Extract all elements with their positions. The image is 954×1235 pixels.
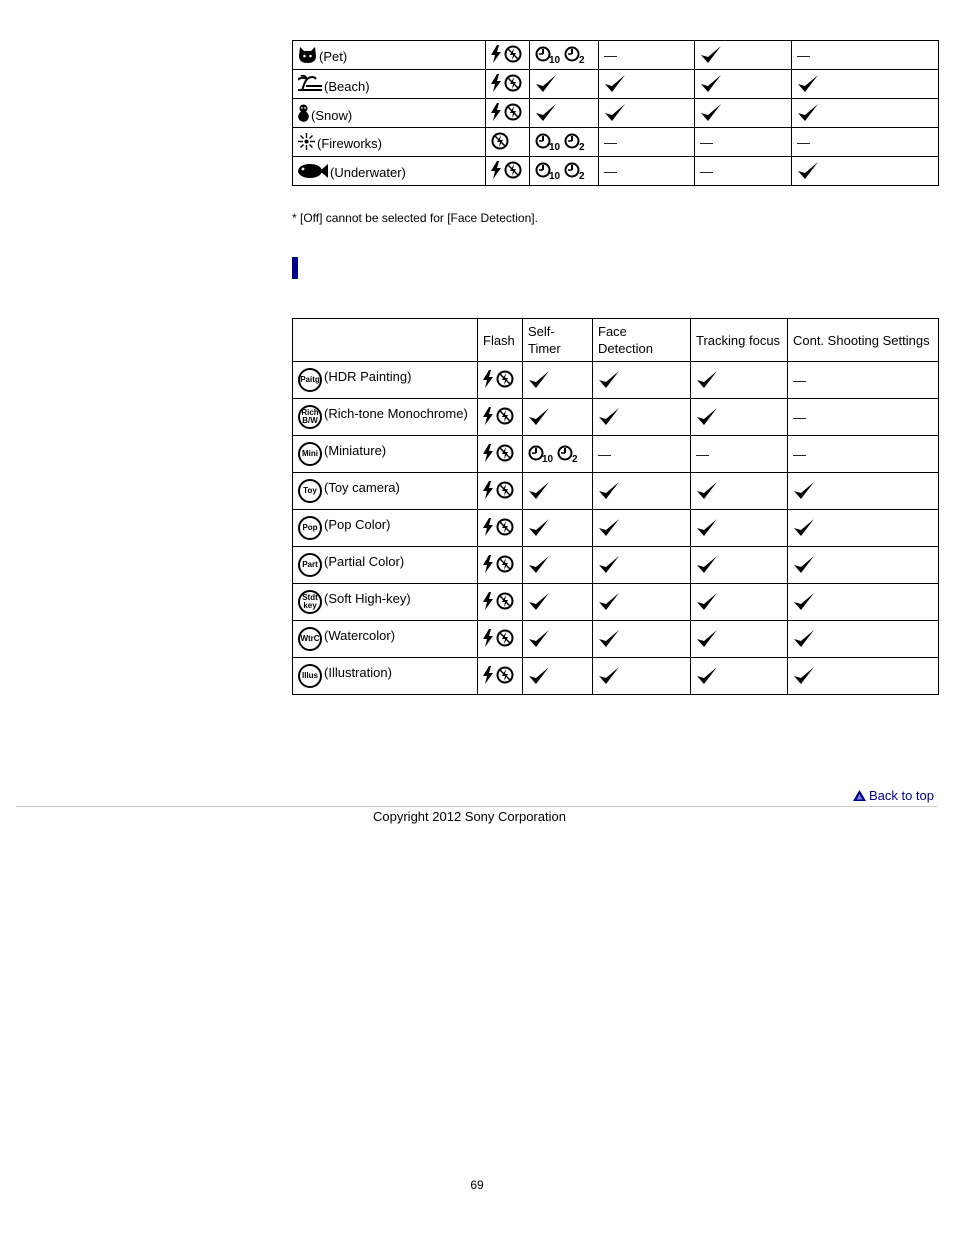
column-header: Tracking focus — [691, 319, 788, 362]
column-header: Self-Timer — [523, 319, 593, 362]
not-available-dash: — — [793, 372, 806, 388]
flash-options — [491, 132, 509, 150]
check-icon — [604, 74, 626, 94]
check-icon — [797, 103, 819, 123]
flash-off-icon — [504, 74, 522, 92]
not-available-dash: — — [696, 446, 709, 462]
flash-off-icon — [496, 629, 514, 647]
flash-cell — [478, 658, 523, 695]
svg-text:2: 2 — [572, 453, 578, 463]
beach-icon — [298, 75, 322, 93]
tracking-focus-cell — [691, 362, 788, 399]
not-available-dash: — — [604, 163, 617, 179]
tracking-focus-cell — [691, 547, 788, 584]
section-heading-marker — [292, 257, 298, 279]
cont-shooting-cell — [788, 658, 939, 695]
check-icon — [528, 592, 550, 612]
not-available-dash: — — [793, 409, 806, 425]
tracking-focus-cell — [695, 41, 792, 70]
flash-options — [483, 370, 514, 388]
check-icon — [598, 370, 620, 390]
cont-shooting-cell — [788, 621, 939, 658]
picture-effect-label: (Partial Color) — [324, 554, 405, 569]
self-timer-10-icon — [535, 44, 561, 64]
picture-effect-icon: Part — [298, 553, 322, 577]
scene-mode-label: (Beach) — [324, 78, 370, 94]
flash-options — [483, 407, 514, 425]
face-detection-cell — [593, 547, 691, 584]
flash-on-icon — [491, 161, 501, 179]
flash-on-icon — [483, 592, 493, 610]
tracking-focus-cell — [695, 99, 792, 128]
flash-off-icon — [496, 518, 514, 536]
footer-divider — [16, 806, 938, 807]
cont-shooting-cell — [792, 41, 939, 70]
check-icon — [696, 481, 718, 501]
cont-shooting-cell — [792, 157, 939, 186]
face-detection-cell — [599, 41, 695, 70]
check-icon — [604, 103, 626, 123]
flash-cell — [478, 362, 523, 399]
self-timer-cell — [523, 362, 593, 399]
svg-text:10: 10 — [542, 453, 554, 463]
check-icon — [793, 666, 815, 686]
face-detection-cell — [593, 362, 691, 399]
check-icon — [700, 74, 722, 94]
picture-effect-label: (Rich-tone Monochrome) — [324, 406, 468, 421]
check-icon — [598, 666, 620, 686]
self-timer-cell — [523, 436, 593, 473]
check-icon — [528, 555, 550, 575]
scene-mode-label: (Pet) — [319, 48, 348, 64]
check-icon — [700, 103, 722, 123]
scene-mode-label: (Underwater) — [330, 164, 406, 180]
picture-effect-cell — [293, 436, 478, 473]
flash-options — [483, 444, 514, 462]
flash-off-icon — [504, 45, 522, 63]
cont-shooting-cell — [792, 70, 939, 99]
face-detection-cell — [593, 473, 691, 510]
table-row — [293, 399, 939, 436]
picture-effect-label: (Pop Color) — [324, 517, 391, 532]
flash-cell — [486, 99, 530, 128]
face-detection-note: * [Off] cannot be selected for [Face Detection]. — [292, 211, 538, 225]
cont-shooting-cell — [788, 584, 939, 621]
self-timer-cell — [530, 128, 599, 157]
flash-cell — [486, 128, 530, 157]
underwater-icon — [298, 163, 328, 179]
flash-options — [483, 592, 514, 610]
svg-text:10: 10 — [549, 170, 561, 180]
cont-shooting-cell — [788, 436, 939, 473]
check-icon — [793, 592, 815, 612]
check-icon — [793, 518, 815, 538]
self-timer-2-icon — [557, 443, 579, 463]
self-timer-2-icon — [564, 131, 586, 151]
picture-effect-label: (Watercolor) — [324, 628, 396, 643]
scene-mode-label: (Fireworks) — [317, 136, 382, 151]
check-icon — [535, 74, 557, 94]
table-row — [293, 157, 939, 186]
check-icon — [598, 592, 620, 612]
flash-off-icon — [504, 161, 522, 179]
column-header: Flash — [478, 319, 523, 362]
check-icon — [797, 161, 819, 181]
cont-shooting-cell — [792, 128, 939, 157]
flash-cell — [478, 584, 523, 621]
self-timer-cell — [523, 658, 593, 695]
flash-options — [483, 481, 514, 499]
flash-on-icon — [483, 407, 493, 425]
flash-options — [491, 74, 522, 92]
picture-effect-label: (Miniature) — [324, 443, 387, 458]
table-row — [293, 70, 939, 99]
flash-cell — [478, 621, 523, 658]
picture-effect-icon: WtrC — [298, 627, 322, 651]
scene-mode-table — [292, 40, 939, 186]
check-icon — [696, 666, 718, 686]
check-icon — [696, 629, 718, 649]
table-row — [293, 584, 939, 621]
flash-on-icon — [483, 481, 493, 499]
picture-effect-cell — [293, 621, 478, 658]
picture-effect-label: (Toy camera) — [324, 480, 400, 495]
tracking-focus-cell — [695, 70, 792, 99]
face-detection-cell — [599, 128, 695, 157]
tracking-focus-cell — [691, 473, 788, 510]
cont-shooting-cell — [788, 362, 939, 399]
svg-text:2: 2 — [579, 54, 585, 64]
self-timer-cell — [523, 473, 593, 510]
self-timer-cell — [523, 510, 593, 547]
picture-effect-cell — [293, 547, 478, 584]
scene-mode-cell — [293, 157, 486, 186]
picture-effect-cell — [293, 362, 478, 399]
tracking-focus-cell — [695, 128, 792, 157]
table-row — [293, 41, 939, 70]
fireworks-icon — [298, 133, 315, 150]
picture-effect-cell — [293, 658, 478, 695]
flash-on-icon — [483, 629, 493, 647]
face-detection-cell — [593, 584, 691, 621]
scene-mode-cell — [293, 128, 486, 157]
check-icon — [696, 518, 718, 538]
face-detection-cell — [593, 436, 691, 473]
check-icon — [696, 555, 718, 575]
face-detection-cell — [593, 621, 691, 658]
check-icon — [528, 407, 550, 427]
flash-options — [483, 518, 514, 536]
cont-shooting-cell — [788, 399, 939, 436]
check-icon — [598, 629, 620, 649]
picture-effect-icon: Pop — [298, 516, 322, 540]
check-icon — [793, 629, 815, 649]
self-timer-options — [535, 160, 586, 180]
up-arrow-icon — [853, 790, 866, 801]
picture-effect-cell — [293, 584, 478, 621]
flash-on-icon — [483, 666, 493, 684]
picture-effect-cell — [293, 473, 478, 510]
flash-cell — [478, 473, 523, 510]
not-available-dash: — — [604, 134, 617, 150]
not-available-dash: — — [700, 163, 713, 179]
flash-off-icon — [496, 666, 514, 684]
flash-cell — [478, 510, 523, 547]
check-icon — [598, 555, 620, 575]
flash-on-icon — [483, 555, 493, 573]
self-timer-cell — [530, 41, 599, 70]
table-row — [293, 658, 939, 695]
check-icon — [528, 629, 550, 649]
svg-text:10: 10 — [549, 141, 561, 151]
not-available-dash: — — [797, 134, 810, 150]
picture-effect-icon: Illus — [298, 664, 322, 688]
picture-effect-icon: Toy — [298, 479, 322, 503]
self-timer-cell — [523, 584, 593, 621]
flash-off-icon — [496, 444, 514, 462]
check-icon — [598, 481, 620, 501]
table-row — [293, 362, 939, 399]
picture-effect-icon: Rich B/W — [298, 405, 322, 429]
self-timer-cell — [523, 547, 593, 584]
tracking-focus-cell — [691, 399, 788, 436]
svg-text:10: 10 — [549, 54, 561, 64]
face-detection-cell — [593, 510, 691, 547]
check-icon — [598, 407, 620, 427]
face-detection-cell — [593, 399, 691, 436]
flash-options — [483, 629, 514, 647]
not-available-dash: — — [797, 47, 810, 63]
self-timer-options — [535, 131, 586, 151]
flash-off-icon — [496, 407, 514, 425]
self-timer-2-icon — [564, 44, 586, 64]
flash-on-icon — [491, 103, 501, 121]
check-icon — [700, 45, 722, 65]
self-timer-options — [528, 443, 579, 463]
page-number: 69 — [470, 1178, 484, 1192]
self-timer-cell — [530, 99, 599, 128]
cont-shooting-cell — [788, 473, 939, 510]
flash-off-icon — [496, 592, 514, 610]
scene-mode-label: (Snow) — [311, 107, 353, 123]
flash-off-icon — [491, 132, 509, 150]
self-timer-cell — [523, 621, 593, 658]
self-timer-10-icon — [535, 131, 561, 151]
flash-off-icon — [496, 481, 514, 499]
face-detection-cell — [593, 658, 691, 695]
check-icon — [528, 666, 550, 686]
check-icon — [528, 481, 550, 501]
cont-shooting-cell — [788, 547, 939, 584]
picture-effect-label: (HDR Painting) — [324, 369, 412, 384]
pet-icon — [298, 47, 317, 63]
flash-cell — [486, 41, 530, 70]
flash-options — [491, 103, 522, 121]
flash-on-icon — [483, 444, 493, 462]
flash-off-icon — [496, 370, 514, 388]
face-detection-cell — [599, 157, 695, 186]
flash-options — [483, 666, 514, 684]
scene-mode-cell — [293, 70, 486, 99]
flash-on-icon — [483, 370, 493, 388]
tracking-focus-cell — [691, 658, 788, 695]
check-icon — [696, 370, 718, 390]
not-available-dash: — — [793, 446, 806, 462]
back-to-top-label: Back to top — [868, 788, 934, 803]
snow-icon — [298, 104, 309, 122]
picture-effect-label: (Soft High-key) — [324, 591, 411, 606]
flash-options — [483, 555, 514, 573]
flash-cell — [486, 157, 530, 186]
table-row — [293, 436, 939, 473]
flash-cell — [478, 547, 523, 584]
picture-effect-icon: Paitg — [298, 368, 322, 392]
flash-on-icon — [491, 45, 501, 63]
flash-cell — [478, 399, 523, 436]
tracking-focus-cell — [691, 621, 788, 658]
flash-on-icon — [491, 74, 501, 92]
check-icon — [528, 518, 550, 538]
tracking-focus-cell — [695, 157, 792, 186]
picture-effect-icon: Mini — [298, 442, 322, 466]
tracking-focus-cell — [691, 584, 788, 621]
flash-off-icon — [496, 555, 514, 573]
face-detection-cell — [599, 99, 695, 128]
column-header — [293, 319, 478, 362]
self-timer-cell — [523, 399, 593, 436]
check-icon — [797, 74, 819, 94]
scene-mode-cell — [293, 41, 486, 70]
face-detection-cell — [599, 70, 695, 99]
scene-mode-cell — [293, 99, 486, 128]
table-header-row — [293, 319, 939, 362]
table-row — [293, 547, 939, 584]
not-available-dash: — — [604, 47, 617, 63]
self-timer-cell — [530, 70, 599, 99]
svg-text:2: 2 — [579, 170, 585, 180]
picture-effect-icon: Stdt key — [298, 590, 322, 614]
check-icon — [598, 518, 620, 538]
check-icon — [793, 555, 815, 575]
flash-options — [491, 45, 522, 63]
copyright-text: Copyright 2012 Sony Corporation — [373, 809, 566, 824]
not-available-dash: — — [598, 446, 611, 462]
table-row — [293, 510, 939, 547]
picture-effect-cell — [293, 399, 478, 436]
cont-shooting-cell — [792, 99, 939, 128]
flash-off-icon — [504, 103, 522, 121]
self-timer-options — [535, 44, 586, 64]
back-to-top-link[interactable] — [853, 788, 934, 803]
table-row — [293, 473, 939, 510]
self-timer-cell — [530, 157, 599, 186]
table-row — [293, 128, 939, 157]
tracking-focus-cell — [691, 436, 788, 473]
picture-effect-label: (Illustration) — [324, 665, 392, 680]
cont-shooting-cell — [788, 510, 939, 547]
picture-effect-table — [292, 318, 939, 695]
check-icon — [696, 407, 718, 427]
flash-cell — [478, 436, 523, 473]
table-row — [293, 99, 939, 128]
check-icon — [696, 592, 718, 612]
tracking-focus-cell — [691, 510, 788, 547]
flash-options — [491, 161, 522, 179]
self-timer-10-icon — [535, 160, 561, 180]
self-timer-2-icon — [564, 160, 586, 180]
picture-effect-cell — [293, 510, 478, 547]
column-header: Cont. Shooting Settings — [788, 319, 939, 362]
self-timer-10-icon — [528, 443, 554, 463]
check-icon — [793, 481, 815, 501]
not-available-dash: — — [700, 134, 713, 150]
check-icon — [528, 370, 550, 390]
flash-cell — [486, 70, 530, 99]
flash-on-icon — [483, 518, 493, 536]
check-icon — [535, 103, 557, 123]
svg-text:2: 2 — [579, 141, 585, 151]
column-header: Face Detection — [593, 319, 691, 362]
table-row — [293, 621, 939, 658]
